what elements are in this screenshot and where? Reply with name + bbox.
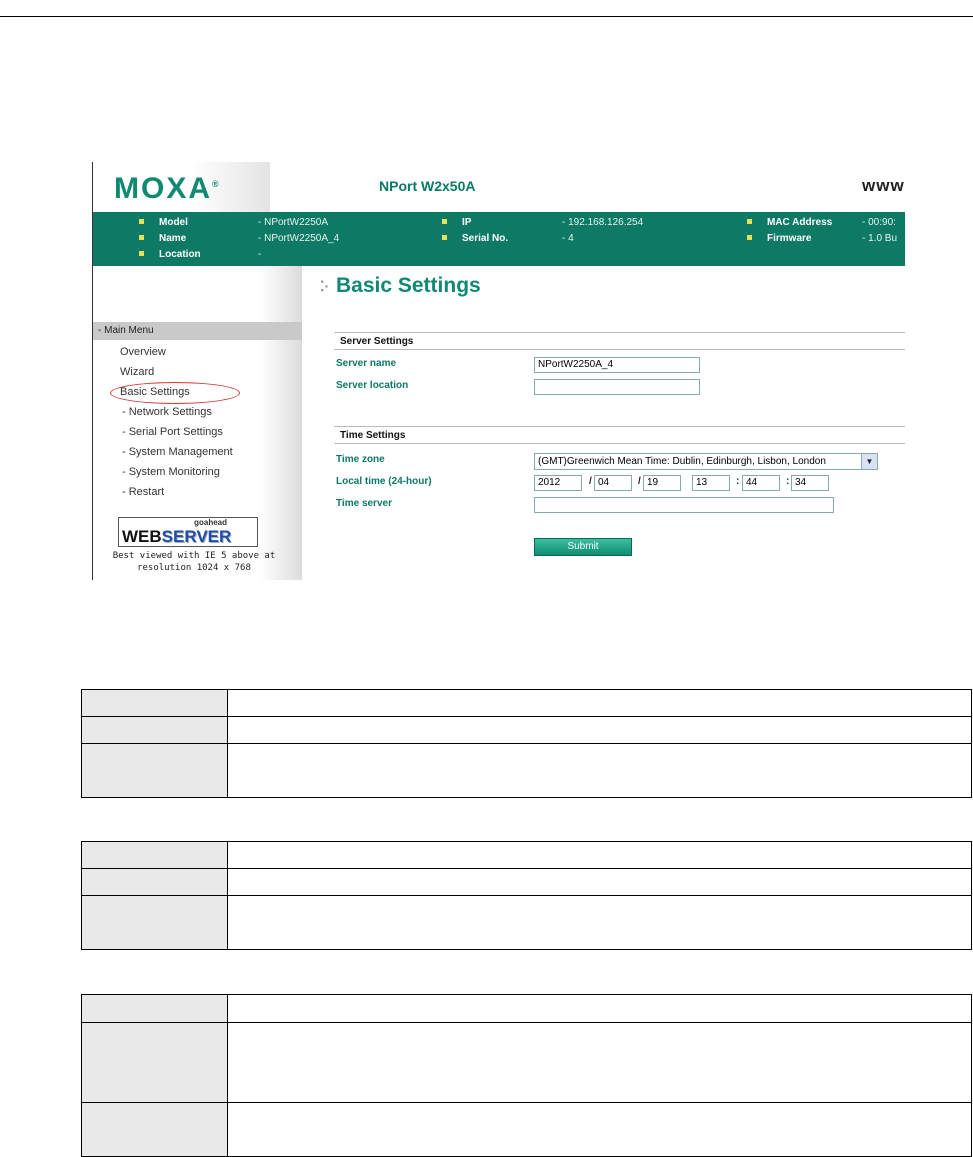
info-mac: MAC Address — [747, 216, 832, 230]
www-link[interactable]: www — [862, 176, 905, 195]
page-top-rule — [0, 16, 973, 17]
table-row — [82, 896, 972, 950]
info-ip-value: - 192.168.126.254 — [562, 217, 644, 228]
table-key-cell — [82, 842, 228, 869]
title-dots-icon: ⁚· — [320, 277, 330, 294]
product-name: NPort W2x50A — [379, 178, 476, 194]
time-server-label: Time server — [336, 498, 392, 509]
time-server-input[interactable] — [534, 497, 834, 513]
time-separator: : — [786, 476, 790, 487]
table-value-cell — [228, 717, 972, 744]
table-key-cell — [82, 1023, 228, 1103]
day-input[interactable]: 19 — [643, 475, 681, 491]
table-key-cell — [82, 690, 228, 717]
server-location-input[interactable] — [534, 379, 700, 395]
menu-network-settings[interactable]: - Network Settings — [122, 406, 212, 418]
table-value-cell — [228, 995, 972, 1023]
table-key-cell — [82, 869, 228, 896]
bullet-icon — [442, 235, 447, 240]
chevron-down-icon[interactable]: ▼ — [861, 454, 877, 469]
info-ip: IP — [442, 216, 471, 230]
parameter-table-3 — [81, 994, 972, 1157]
time-zone-select[interactable]: (GMT)Greenwich Mean Time: Dublin, Edinburgh, Lisbon, London ▼ — [534, 453, 878, 470]
bullet-icon — [139, 219, 144, 224]
info-name-value: - NPortW2250A_4 — [258, 233, 340, 244]
local-time-label: Local time (24-hour) — [336, 476, 432, 487]
goahead-webserver-badge: goahead WEBSERVER — [118, 517, 258, 547]
info-location: Location — [139, 248, 201, 262]
moxa-logo: MOXA® — [114, 172, 219, 205]
parameter-table-1 — [81, 689, 972, 798]
table-row — [82, 1023, 972, 1103]
sidebar — [92, 266, 302, 580]
info-model-value: - NPortW2250A — [258, 217, 329, 228]
info-firmware-value: - 1.0 Bu — [862, 233, 898, 244]
best-viewed-note: Best viewed with IE 5 above at resolution 1024 x 768 — [112, 551, 276, 573]
menu-overview[interactable]: Overview — [120, 346, 166, 358]
bullet-icon — [139, 235, 144, 240]
table-key-cell — [82, 1103, 228, 1157]
table-value-cell — [228, 1103, 972, 1157]
time-separator: : — [736, 476, 740, 487]
info-location-value: - — [258, 249, 262, 260]
server-name-input[interactable]: NPortW2250A_4 — [534, 357, 700, 373]
info-firmware: Firmware — [747, 232, 811, 246]
table-key-cell — [82, 744, 228, 798]
table-value-cell — [228, 1023, 972, 1103]
hour-input[interactable]: 13 — [692, 475, 730, 491]
device-info-band — [92, 212, 905, 266]
bullet-icon — [139, 251, 144, 256]
main-menu-header[interactable]: - Main Menu — [92, 322, 302, 340]
year-input[interactable]: 2012 — [534, 475, 582, 491]
time-settings-header: Time Settings — [334, 426, 905, 444]
submit-button[interactable]: Submit — [534, 538, 632, 556]
page-title: ⁚· Basic Settings — [320, 274, 481, 297]
info-serial: Serial No. — [442, 232, 508, 246]
info-model: Model — [139, 216, 188, 230]
date-separator: / — [589, 476, 592, 487]
bullet-icon — [747, 219, 752, 224]
header — [92, 162, 905, 212]
menu-basic-settings[interactable]: Basic Settings — [120, 386, 190, 398]
bullet-icon — [747, 235, 752, 240]
main-content — [302, 266, 905, 580]
info-name: Name — [139, 232, 186, 246]
minute-input[interactable]: 44 — [742, 475, 780, 491]
table-value-cell — [228, 869, 972, 896]
menu-restart[interactable]: - Restart — [122, 486, 165, 498]
menu-system-monitoring[interactable]: - System Monitoring — [122, 466, 220, 478]
month-input[interactable]: 04 — [594, 475, 632, 491]
server-settings-header: Server Settings — [334, 332, 905, 350]
menu-wizard[interactable]: Wizard — [120, 366, 155, 378]
table-row — [82, 717, 972, 744]
info-serial-value: - 4 — [562, 233, 574, 244]
table-row — [82, 690, 972, 717]
table-row — [82, 869, 972, 896]
info-mac-value: - 00:90: — [862, 217, 896, 228]
table-value-cell — [228, 842, 972, 869]
time-zone-label: Time zone — [336, 454, 385, 465]
logo-area — [92, 162, 270, 212]
menu-serial-port-settings[interactable]: - Serial Port Settings — [122, 426, 223, 438]
table-value-cell — [228, 744, 972, 798]
date-separator: / — [638, 476, 641, 487]
web-console-screenshot — [92, 162, 905, 580]
table-key-cell — [82, 717, 228, 744]
menu-system-management[interactable]: - System Management — [122, 446, 233, 458]
table-row — [82, 744, 972, 798]
table-row — [82, 995, 972, 1023]
server-name-label: Server name — [336, 358, 397, 369]
server-location-label: Server location — [336, 380, 409, 391]
second-input[interactable]: 34 — [791, 475, 829, 491]
bullet-icon — [442, 219, 447, 224]
screenshot-border — [92, 162, 93, 580]
table-key-cell — [82, 896, 228, 950]
table-value-cell — [228, 690, 972, 717]
parameter-table-2 — [81, 841, 972, 950]
table-row — [82, 842, 972, 869]
table-key-cell — [82, 995, 228, 1023]
table-value-cell — [228, 896, 972, 950]
table-row — [82, 1103, 972, 1157]
